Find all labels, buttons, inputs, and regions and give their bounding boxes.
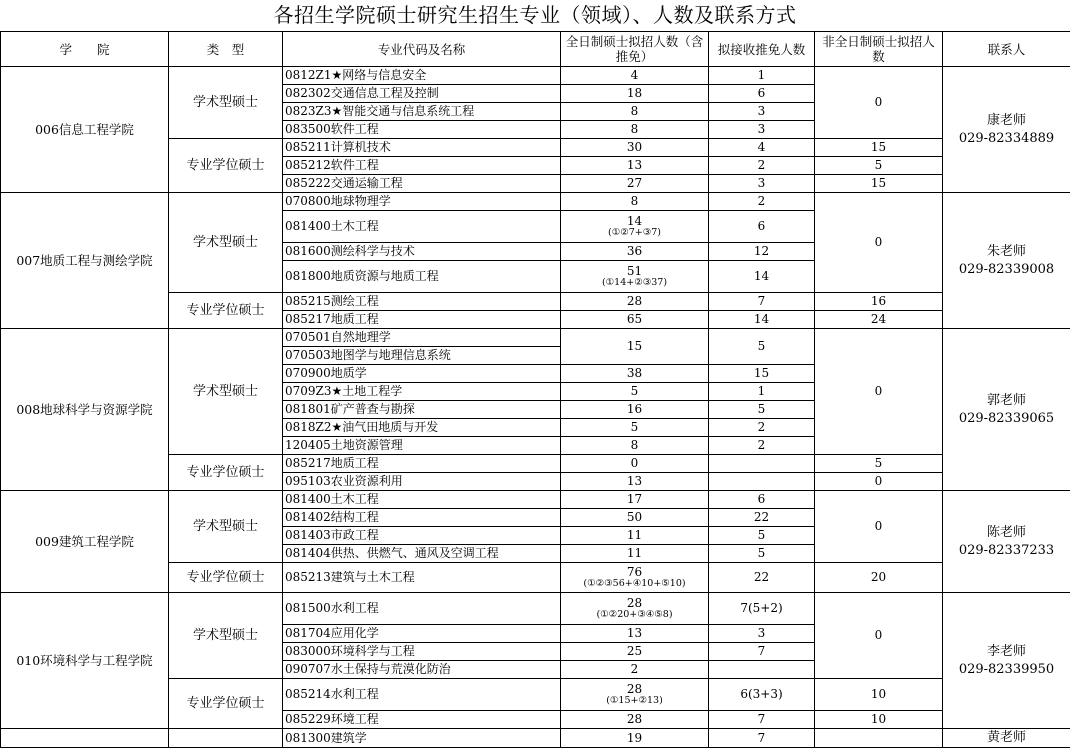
full-time-count — [561, 527, 709, 545]
full-time-count-note: (①14+②③37) — [601, 277, 668, 288]
recommended-count-value: 6 — [757, 219, 766, 233]
major-name: 085215测绘工程 — [283, 293, 561, 311]
degree-type: 专业学位硕士 — [169, 293, 283, 329]
degree-type: 专业学位硕士 — [169, 679, 283, 729]
contact-phone: 029-82339950 — [958, 661, 1055, 677]
part-time-count: 0 — [815, 473, 943, 491]
recommended-count — [709, 679, 815, 711]
full-time-count-value: 25 — [626, 644, 643, 658]
recommended-count-value: 3 — [757, 122, 766, 136]
full-time-count-value: 8 — [630, 122, 639, 136]
contact-cell — [943, 593, 1070, 729]
major-name: 070800地球物理学 — [283, 193, 561, 211]
recommended-count-value: 6(3+3) — [740, 687, 783, 701]
college-name: 008地球科学与资源学院 — [1, 329, 169, 491]
major-name: 081500水利工程 — [283, 593, 561, 625]
header-college: 学 院 — [1, 32, 169, 67]
part-time-count: 10 — [815, 711, 943, 729]
full-time-count-value: 11 — [626, 528, 643, 542]
full-time-count — [561, 729, 709, 748]
recommended-count — [709, 643, 815, 661]
recommended-count — [709, 491, 815, 509]
full-time-count-note: (①②③56+④10+⑤10) — [583, 578, 686, 589]
college-name: 010环境科学与工程学院 — [1, 593, 169, 729]
major-name: 085212软件工程 — [283, 157, 561, 175]
full-time-count — [561, 139, 709, 157]
recommended-count — [709, 175, 815, 193]
recommended-count — [709, 261, 815, 293]
full-time-count — [561, 103, 709, 121]
header-part-time: 非全日制硕士拟招人数 — [815, 32, 943, 67]
recommended-count-value: 6 — [757, 86, 766, 100]
contact-name: 郭老师 — [986, 392, 1026, 408]
contact-phone: 029-82334889 — [958, 130, 1055, 146]
full-time-count-value: 76 — [626, 565, 643, 579]
recommended-count — [709, 437, 815, 455]
major-name: 085222交通运输工程 — [283, 175, 561, 193]
full-time-count — [561, 545, 709, 563]
recommended-count — [709, 419, 815, 437]
major-name: 085217地质工程 — [283, 311, 561, 329]
full-time-count — [561, 593, 709, 625]
full-time-count-value: 28 — [626, 682, 643, 696]
full-time-count-value: 50 — [626, 510, 643, 524]
full-time-count — [561, 157, 709, 175]
part-time-count: 0 — [815, 491, 943, 563]
part-time-count: 0 — [815, 67, 943, 139]
recommended-count — [709, 593, 815, 625]
full-time-count — [561, 473, 709, 491]
degree-type: 学术型硕士 — [169, 491, 283, 563]
recommended-count-value: 14 — [753, 269, 770, 283]
major-name: 085217地质工程 — [283, 455, 561, 473]
full-time-count — [561, 679, 709, 711]
full-time-count-value: 13 — [626, 474, 643, 488]
recommended-count — [709, 625, 815, 643]
part-time-count: 20 — [815, 563, 943, 593]
full-time-count — [561, 85, 709, 103]
major-name: 081400土木工程 — [283, 211, 561, 243]
full-time-count — [561, 211, 709, 243]
full-time-count-value: 8 — [630, 194, 639, 208]
contact-name: 朱老师 — [986, 243, 1026, 259]
full-time-count — [561, 437, 709, 455]
recommended-count — [709, 67, 815, 85]
full-time-count — [561, 509, 709, 527]
recommended-count — [709, 365, 815, 383]
major-name: 081404供热、供燃气、通风及空调工程 — [283, 545, 561, 563]
recommended-count-value: 5 — [757, 402, 766, 416]
full-time-count-value: 30 — [626, 140, 643, 154]
part-time-count: 0 — [815, 193, 943, 293]
major-name: 081402结构工程 — [283, 509, 561, 527]
major-name: 120405土地资源管理 — [283, 437, 561, 455]
contact-name: 李老师 — [986, 643, 1026, 659]
full-time-count — [561, 643, 709, 661]
recommended-count-value: 7 — [757, 644, 766, 658]
major-name: 085211计算机技术 — [283, 139, 561, 157]
full-time-count-value: 28 — [626, 294, 643, 308]
major-name: 081800地质资源与地质工程 — [283, 261, 561, 293]
college-name: 009建筑工程学院 — [1, 491, 169, 593]
full-time-count-value: 15 — [626, 339, 643, 353]
part-time-count: 15 — [815, 175, 943, 193]
recommended-count — [709, 563, 815, 593]
contact-name: 康老师 — [986, 112, 1026, 128]
recommended-count-value: 5 — [757, 339, 766, 353]
recommended-count-value: 6 — [757, 492, 766, 506]
recommended-count — [709, 661, 815, 679]
recommended-count — [709, 473, 815, 491]
part-time-count: 0 — [815, 329, 943, 455]
major-name: 081400土木工程 — [283, 491, 561, 509]
full-time-count-value: 17 — [626, 492, 643, 506]
full-time-count-value: 65 — [626, 312, 643, 326]
contact-phone: 029-82339008 — [958, 261, 1055, 277]
recommended-count-value: 1 — [757, 68, 766, 82]
full-time-count — [561, 193, 709, 211]
contact-phone: 029-82339065 — [958, 410, 1055, 426]
table-row — [1, 593, 1070, 625]
recommended-count-value: 12 — [753, 244, 770, 258]
full-time-count — [561, 365, 709, 383]
part-time-count: 5 — [815, 157, 943, 175]
part-time-count: 0 — [815, 593, 943, 679]
degree-type: 学术型硕士 — [169, 193, 283, 293]
recommended-count-value: 5 — [757, 546, 766, 560]
header-contact: 联系人 — [943, 32, 1070, 67]
college-name — [1, 729, 169, 748]
college-name: 006信息工程学院 — [1, 67, 169, 193]
degree-type — [169, 729, 283, 748]
full-time-count — [561, 329, 709, 365]
document-title: 各招生学院硕士研究生招生专业（领域）、人数及联系方式 — [273, 3, 797, 27]
recommended-count-value: 2 — [757, 420, 766, 434]
recommended-count — [709, 293, 815, 311]
full-time-count — [561, 175, 709, 193]
full-time-count-value: 13 — [626, 158, 643, 172]
major-name: 095103农业资源利用 — [283, 473, 561, 491]
degree-type: 学术型硕士 — [169, 67, 283, 139]
full-time-count-value: 4 — [630, 68, 639, 82]
degree-type: 学术型硕士 — [169, 593, 283, 679]
part-time-count — [815, 729, 943, 748]
full-time-count — [561, 625, 709, 643]
full-time-count-value: 0 — [630, 456, 639, 470]
full-time-count-value: 5 — [630, 420, 639, 434]
full-time-count — [561, 67, 709, 85]
major-name: 083000环境科学与工程 — [283, 643, 561, 661]
major-name: 090707水土保持与荒漠化防治 — [283, 661, 561, 679]
full-time-count-note: (①②7+③7) — [607, 227, 661, 238]
full-time-count-value: 5 — [630, 384, 639, 398]
full-time-count — [561, 661, 709, 679]
full-time-count-value: 8 — [630, 104, 639, 118]
major-name: 070900地质学 — [283, 365, 561, 383]
table-row — [1, 67, 1070, 85]
contact-cell — [943, 329, 1070, 491]
full-time-count — [561, 711, 709, 729]
recommended-count-value: 2 — [757, 158, 766, 172]
major-name: 081403市政工程 — [283, 527, 561, 545]
recommended-count-value: 3 — [757, 104, 766, 118]
recommended-count-value: 22 — [753, 570, 770, 584]
recommended-count — [709, 527, 815, 545]
recommended-count-value: 7(5+2) — [740, 601, 783, 615]
major-name: 085229环境工程 — [283, 711, 561, 729]
major-name: 082302交通信息工程及控制 — [283, 85, 561, 103]
full-time-count-value: 16 — [626, 402, 643, 416]
full-time-count — [561, 383, 709, 401]
recommended-count-value: 2 — [757, 438, 766, 452]
major-name: 081300建筑学 — [283, 729, 561, 748]
major-name: 083500软件工程 — [283, 121, 561, 139]
college-name: 007地质工程与测绘学院 — [1, 193, 169, 329]
degree-type: 专业学位硕士 — [169, 563, 283, 593]
full-time-count-value: 14 — [626, 214, 643, 228]
full-time-count-note: (①②20+③④⑤8) — [596, 609, 673, 620]
degree-type: 专业学位硕士 — [169, 139, 283, 193]
major-name: 0818Z2★油气田地质与开发 — [283, 419, 561, 437]
major-name: 0812Z1★网络与信息安全 — [283, 67, 561, 85]
major-name: 070503地图学与地理信息系统 — [283, 347, 561, 365]
recommended-count — [709, 401, 815, 419]
recommended-count — [709, 139, 815, 157]
recommended-count-value: 5 — [757, 528, 766, 542]
full-time-count-value: 28 — [626, 596, 643, 610]
contact-cell — [943, 67, 1070, 193]
part-time-count: 16 — [815, 293, 943, 311]
major-name: 085213建筑与土木工程 — [283, 563, 561, 593]
table-header-row — [1, 32, 1070, 67]
recommended-count-value: 1 — [757, 384, 766, 398]
table-row — [1, 329, 1070, 347]
header-major: 专业代码及名称 — [283, 32, 561, 67]
contact-cell — [943, 729, 1070, 748]
full-time-count-value: 19 — [626, 730, 643, 745]
contact-cell — [943, 193, 1070, 329]
contact-name: 黄老师 — [986, 730, 1026, 745]
recommended-count — [709, 729, 815, 748]
full-time-count-value: 8 — [630, 438, 639, 452]
recommended-count-value: 15 — [753, 366, 770, 380]
recommended-count — [709, 85, 815, 103]
contact-name: 陈老师 — [986, 524, 1026, 540]
part-time-count: 5 — [815, 455, 943, 473]
recommended-count-value: 14 — [753, 312, 770, 326]
major-name: 081801矿产普查与勘探 — [283, 401, 561, 419]
major-name: 085214水利工程 — [283, 679, 561, 711]
full-time-count — [561, 121, 709, 139]
full-time-count — [561, 311, 709, 329]
header-type: 类 型 — [169, 32, 283, 67]
header-full-time: 全日制硕士拟招人数（含推免） — [561, 32, 709, 67]
major-name: 0709Z3★土地工程学 — [283, 383, 561, 401]
recommended-count — [709, 193, 815, 211]
full-time-count — [561, 261, 709, 293]
degree-type: 学术型硕士 — [169, 329, 283, 455]
recommended-count-value: 7 — [757, 294, 766, 308]
recommended-count — [709, 455, 815, 473]
recommended-count — [709, 311, 815, 329]
recommended-count-value: 4 — [757, 140, 766, 154]
part-time-count: 10 — [815, 679, 943, 711]
full-time-count-value: 28 — [626, 712, 643, 726]
recommended-count-value: 3 — [757, 176, 766, 190]
recommended-count-value: 22 — [753, 510, 770, 524]
major-name: 081600测绘科学与技术 — [283, 243, 561, 261]
recommended-count — [709, 211, 815, 243]
full-time-count — [561, 563, 709, 593]
recommended-count-value: 2 — [757, 194, 766, 208]
contact-cell — [943, 491, 1070, 593]
table-row — [1, 193, 1070, 211]
table-row — [1, 729, 1070, 748]
full-time-count — [561, 293, 709, 311]
contact-phone: 029-82337233 — [958, 542, 1055, 558]
recommended-count — [709, 243, 815, 261]
enrollment-table — [0, 31, 1070, 748]
full-time-count — [561, 491, 709, 509]
part-time-count: 15 — [815, 139, 943, 157]
full-time-count-value: 18 — [626, 86, 643, 100]
recommended-count — [709, 329, 815, 365]
recommended-count — [709, 157, 815, 175]
major-name: 070501自然地理学 — [283, 329, 561, 347]
recommended-count — [709, 383, 815, 401]
header-recommended: 拟接收推免人数 — [709, 32, 815, 67]
recommended-count — [709, 545, 815, 563]
full-time-count-value: 2 — [630, 662, 639, 676]
full-time-count-value: 13 — [626, 626, 643, 640]
recommended-count-value: 3 — [757, 626, 766, 640]
full-time-count-value: 51 — [626, 264, 643, 278]
recommended-count — [709, 121, 815, 139]
recommended-count — [709, 509, 815, 527]
major-name: 0823Z3★智能交通与信息系统工程 — [283, 103, 561, 121]
recommended-count — [709, 711, 815, 729]
full-time-count-value: 11 — [626, 546, 643, 560]
full-time-count — [561, 455, 709, 473]
part-time-count: 24 — [815, 311, 943, 329]
full-time-count-value: 27 — [626, 176, 643, 190]
full-time-count-note: (①15+②13) — [606, 695, 663, 706]
full-time-count-value: 38 — [626, 366, 643, 380]
full-time-count — [561, 401, 709, 419]
recommended-count — [709, 103, 815, 121]
major-name: 081704应用化学 — [283, 625, 561, 643]
recommended-count-value: 7 — [757, 712, 766, 726]
recommended-count-value: 7 — [757, 730, 766, 745]
full-time-count — [561, 419, 709, 437]
full-time-count — [561, 243, 709, 261]
degree-type: 专业学位硕士 — [169, 455, 283, 491]
full-time-count-value: 36 — [626, 244, 643, 258]
table-row — [1, 491, 1070, 509]
